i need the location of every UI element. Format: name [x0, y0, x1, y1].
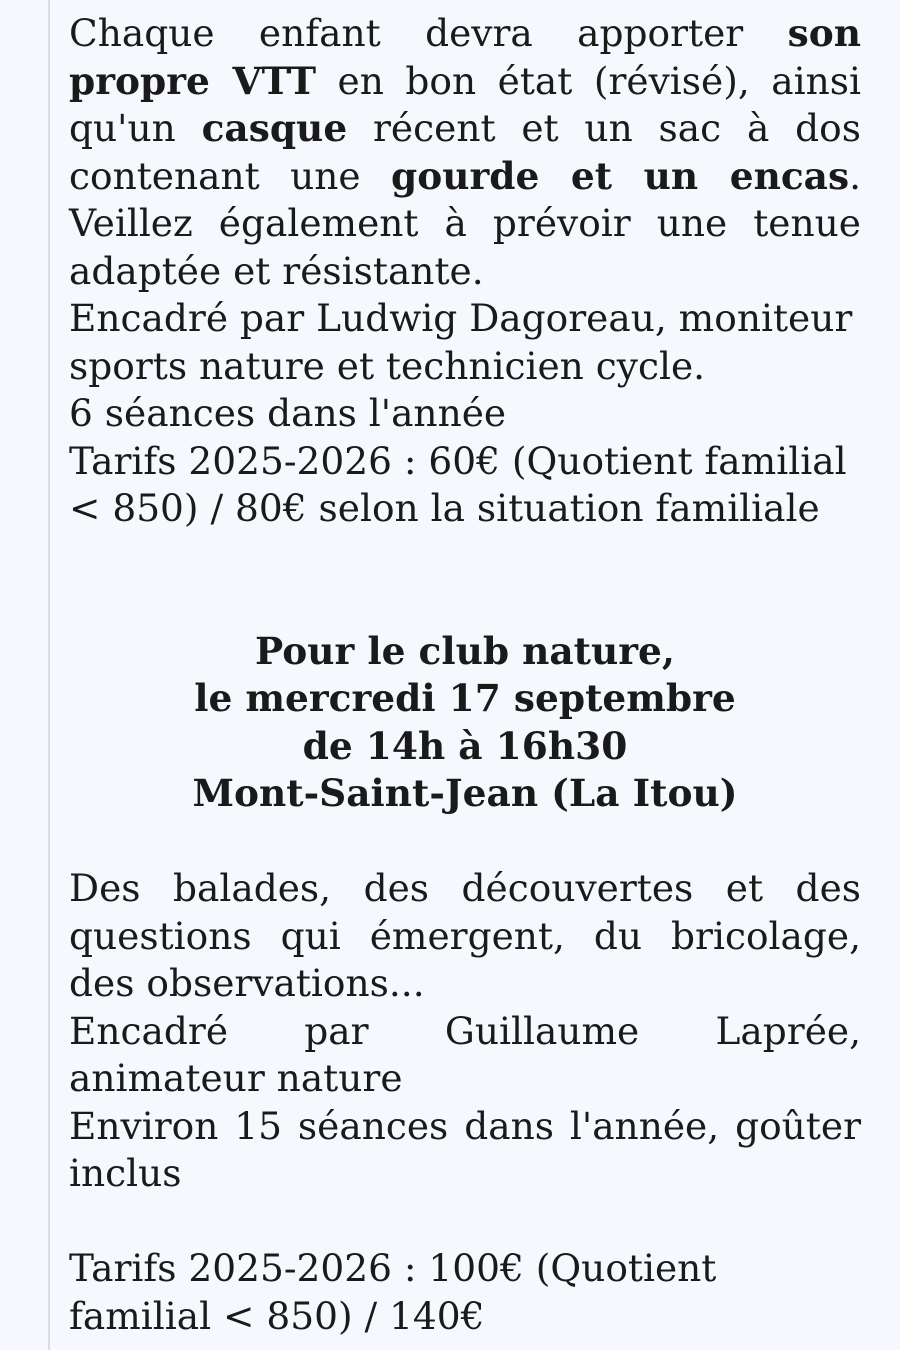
club-nature-sessions: Environ 15 séances dans l'année, goûter inclus: [69, 1103, 861, 1195]
vtt-equipment-text-1: Chaque enfant devra apporter: [69, 11, 788, 55]
vtt-sessions: 6 séances dans l'année: [69, 391, 507, 435]
vtt-tarifs: Tarifs 2025-2026 : 60€ (Quotient familial < 850) / 80€ selon la situation familiale: [69, 438, 847, 530]
club-nature-tarifs: Tarifs 2025-2026 : 100€ (Quotient familial < 850) / 140€: [69, 1246, 717, 1338]
club-nature-description: Des balades, des découvertes et des questions qui émergent, du bricolage, des observations...: [69, 866, 861, 1005]
spacer: [69, 533, 861, 628]
article-content: [69, 10, 861, 1340]
club-nature-date: le mercredi 17 septembre: [194, 676, 736, 720]
vtt-equipment-text-4: . Veillez également à prévoir une tenue adaptée et résistante.: [69, 153, 862, 293]
vtt-equipment-text-2: en bon état (révisé), ainsi qu'un: [69, 58, 861, 150]
vtt-equipment-bold-bike: son propre VTT: [69, 11, 861, 103]
spacer: [69, 1198, 861, 1246]
vtt-equipment-paragraph: [69, 10, 861, 295]
club-nature-heading: [69, 628, 861, 818]
club-nature-time: de 14h à 16h30: [302, 723, 628, 768]
spacer: [69, 818, 861, 866]
left-border-rule: [48, 0, 50, 1350]
vtt-equipment-bold-helmet: casque: [201, 106, 348, 150]
club-nature-location: Mont-Saint-Jean (La Itou): [192, 771, 738, 815]
club-nature-heading-line-1: Pour le club nature,: [255, 628, 675, 673]
vtt-equipment-text-3: récent et un sac à dos contenant une: [69, 106, 861, 198]
vtt-supervisor: Encadré par Ludwig Dagoreau, moniteur sports nature et technicien cycle.: [69, 296, 853, 388]
vtt-equipment-bold-snack: gourde et un encas: [391, 153, 850, 198]
club-nature-supervisor: Encadré par Guillaume Laprée, animateur nature: [69, 1008, 861, 1100]
